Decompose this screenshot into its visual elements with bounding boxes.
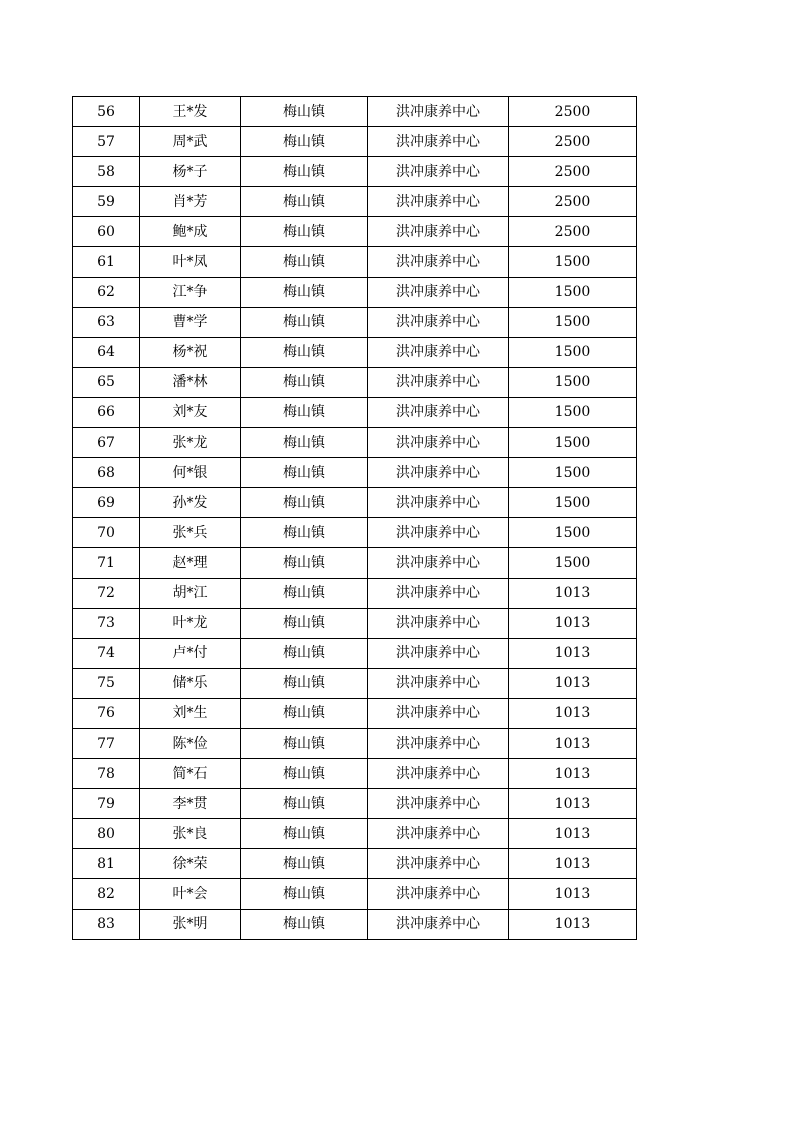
town-cell: 梅山镇 bbox=[241, 578, 368, 608]
row-number-cell: 78 bbox=[73, 759, 140, 789]
name-cell: 李*贯 bbox=[140, 789, 241, 819]
row-number-cell: 70 bbox=[73, 518, 140, 548]
town-cell: 梅山镇 bbox=[241, 397, 368, 427]
row-number-cell: 65 bbox=[73, 367, 140, 397]
amount-cell: 1500 bbox=[509, 277, 637, 307]
institution-cell: 洪冲康养中心 bbox=[368, 548, 509, 578]
amount-cell: 2500 bbox=[509, 157, 637, 187]
town-cell: 梅山镇 bbox=[241, 277, 368, 307]
town-cell: 梅山镇 bbox=[241, 759, 368, 789]
institution-cell: 洪冲康养中心 bbox=[368, 728, 509, 758]
row-number-cell: 60 bbox=[73, 217, 140, 247]
name-cell: 叶*凤 bbox=[140, 247, 241, 277]
institution-cell: 洪冲康养中心 bbox=[368, 578, 509, 608]
row-number-cell: 73 bbox=[73, 608, 140, 638]
row-number-cell: 59 bbox=[73, 187, 140, 217]
institution-cell: 洪冲康养中心 bbox=[368, 518, 509, 548]
row-number-cell: 83 bbox=[73, 909, 140, 939]
table-row bbox=[73, 548, 637, 578]
table-row bbox=[73, 488, 637, 518]
town-cell: 梅山镇 bbox=[241, 728, 368, 758]
institution-cell: 洪冲康养中心 bbox=[368, 157, 509, 187]
town-cell: 梅山镇 bbox=[241, 608, 368, 638]
row-number-cell: 82 bbox=[73, 879, 140, 909]
name-cell: 张*明 bbox=[140, 909, 241, 939]
amount-cell: 1013 bbox=[509, 728, 637, 758]
town-cell: 梅山镇 bbox=[241, 698, 368, 728]
town-cell: 梅山镇 bbox=[241, 157, 368, 187]
name-cell: 杨*子 bbox=[140, 157, 241, 187]
table-row bbox=[73, 337, 637, 367]
name-cell: 卢*付 bbox=[140, 638, 241, 668]
table-row bbox=[73, 879, 637, 909]
name-cell: 杨*祝 bbox=[140, 337, 241, 367]
table-row bbox=[73, 217, 637, 247]
name-cell: 叶*龙 bbox=[140, 608, 241, 638]
institution-cell: 洪冲康养中心 bbox=[368, 187, 509, 217]
subsidy-table bbox=[72, 96, 637, 940]
table-row bbox=[73, 97, 637, 127]
institution-cell: 洪冲康养中心 bbox=[368, 759, 509, 789]
name-cell: 简*石 bbox=[140, 759, 241, 789]
institution-cell: 洪冲康养中心 bbox=[368, 488, 509, 518]
table-row bbox=[73, 277, 637, 307]
institution-cell: 洪冲康养中心 bbox=[368, 127, 509, 157]
name-cell: 刘*友 bbox=[140, 397, 241, 427]
table-row bbox=[73, 819, 637, 849]
name-cell: 肖*芳 bbox=[140, 187, 241, 217]
name-cell: 刘*生 bbox=[140, 698, 241, 728]
amount-cell: 1500 bbox=[509, 488, 637, 518]
amount-cell: 1013 bbox=[509, 879, 637, 909]
amount-cell: 1500 bbox=[509, 337, 637, 367]
table-row bbox=[73, 397, 637, 427]
amount-cell: 1013 bbox=[509, 819, 637, 849]
name-cell: 叶*会 bbox=[140, 879, 241, 909]
institution-cell: 洪冲康养中心 bbox=[368, 789, 509, 819]
amount-cell: 1500 bbox=[509, 307, 637, 337]
table-row bbox=[73, 698, 637, 728]
amount-cell: 1500 bbox=[509, 247, 637, 277]
name-cell: 徐*荣 bbox=[140, 849, 241, 879]
table-row bbox=[73, 307, 637, 337]
row-number-cell: 62 bbox=[73, 277, 140, 307]
name-cell: 江*争 bbox=[140, 277, 241, 307]
institution-cell: 洪冲康养中心 bbox=[368, 217, 509, 247]
table-row bbox=[73, 608, 637, 638]
table-row bbox=[73, 849, 637, 879]
town-cell: 梅山镇 bbox=[241, 187, 368, 217]
town-cell: 梅山镇 bbox=[241, 428, 368, 458]
name-cell: 鲍*成 bbox=[140, 217, 241, 247]
amount-cell: 1013 bbox=[509, 759, 637, 789]
town-cell: 梅山镇 bbox=[241, 668, 368, 698]
name-cell: 张*兵 bbox=[140, 518, 241, 548]
town-cell: 梅山镇 bbox=[241, 337, 368, 367]
institution-cell: 洪冲康养中心 bbox=[368, 668, 509, 698]
town-cell: 梅山镇 bbox=[241, 879, 368, 909]
table-row bbox=[73, 428, 637, 458]
row-number-cell: 61 bbox=[73, 247, 140, 277]
table-row bbox=[73, 458, 637, 488]
table-row bbox=[73, 759, 637, 789]
amount-cell: 1013 bbox=[509, 909, 637, 939]
name-cell: 曹*学 bbox=[140, 307, 241, 337]
table-row bbox=[73, 668, 637, 698]
town-cell: 梅山镇 bbox=[241, 518, 368, 548]
amount-cell: 2500 bbox=[509, 127, 637, 157]
institution-cell: 洪冲康养中心 bbox=[368, 367, 509, 397]
town-cell: 梅山镇 bbox=[241, 97, 368, 127]
name-cell: 胡*江 bbox=[140, 578, 241, 608]
row-number-cell: 80 bbox=[73, 819, 140, 849]
town-cell: 梅山镇 bbox=[241, 367, 368, 397]
row-number-cell: 64 bbox=[73, 337, 140, 367]
institution-cell: 洪冲康养中心 bbox=[368, 97, 509, 127]
row-number-cell: 71 bbox=[73, 548, 140, 578]
town-cell: 梅山镇 bbox=[241, 488, 368, 518]
amount-cell: 2500 bbox=[509, 187, 637, 217]
institution-cell: 洪冲康养中心 bbox=[368, 458, 509, 488]
institution-cell: 洪冲康养中心 bbox=[368, 909, 509, 939]
row-number-cell: 68 bbox=[73, 458, 140, 488]
table-row bbox=[73, 728, 637, 758]
row-number-cell: 67 bbox=[73, 428, 140, 458]
table-row bbox=[73, 367, 637, 397]
table-row bbox=[73, 247, 637, 277]
amount-cell: 1013 bbox=[509, 638, 637, 668]
table-row bbox=[73, 127, 637, 157]
name-cell: 孙*发 bbox=[140, 488, 241, 518]
amount-cell: 1500 bbox=[509, 428, 637, 458]
row-number-cell: 79 bbox=[73, 789, 140, 819]
name-cell: 张*良 bbox=[140, 819, 241, 849]
amount-cell: 1013 bbox=[509, 789, 637, 819]
name-cell: 潘*林 bbox=[140, 367, 241, 397]
amount-cell: 1500 bbox=[509, 367, 637, 397]
row-number-cell: 72 bbox=[73, 578, 140, 608]
town-cell: 梅山镇 bbox=[241, 548, 368, 578]
table-row bbox=[73, 789, 637, 819]
name-cell: 何*银 bbox=[140, 458, 241, 488]
institution-cell: 洪冲康养中心 bbox=[368, 608, 509, 638]
row-number-cell: 74 bbox=[73, 638, 140, 668]
table-row bbox=[73, 187, 637, 217]
amount-cell: 2500 bbox=[509, 217, 637, 247]
town-cell: 梅山镇 bbox=[241, 789, 368, 819]
name-cell: 赵*理 bbox=[140, 548, 241, 578]
institution-cell: 洪冲康养中心 bbox=[368, 849, 509, 879]
subsidy-table-container bbox=[72, 96, 637, 940]
institution-cell: 洪冲康养中心 bbox=[368, 247, 509, 277]
town-cell: 梅山镇 bbox=[241, 819, 368, 849]
amount-cell: 1013 bbox=[509, 608, 637, 638]
amount-cell: 1013 bbox=[509, 668, 637, 698]
amount-cell: 1500 bbox=[509, 458, 637, 488]
table-row bbox=[73, 157, 637, 187]
amount-cell: 2500 bbox=[509, 97, 637, 127]
row-number-cell: 58 bbox=[73, 157, 140, 187]
amount-cell: 1013 bbox=[509, 578, 637, 608]
institution-cell: 洪冲康养中心 bbox=[368, 397, 509, 427]
institution-cell: 洪冲康养中心 bbox=[368, 698, 509, 728]
name-cell: 周*武 bbox=[140, 127, 241, 157]
institution-cell: 洪冲康养中心 bbox=[368, 277, 509, 307]
table-body bbox=[73, 97, 637, 940]
town-cell: 梅山镇 bbox=[241, 458, 368, 488]
name-cell: 陈*俭 bbox=[140, 728, 241, 758]
table-row bbox=[73, 909, 637, 939]
town-cell: 梅山镇 bbox=[241, 307, 368, 337]
table-row bbox=[73, 638, 637, 668]
town-cell: 梅山镇 bbox=[241, 247, 368, 277]
row-number-cell: 56 bbox=[73, 97, 140, 127]
amount-cell: 1500 bbox=[509, 548, 637, 578]
town-cell: 梅山镇 bbox=[241, 217, 368, 247]
table-row bbox=[73, 578, 637, 608]
institution-cell: 洪冲康养中心 bbox=[368, 337, 509, 367]
row-number-cell: 76 bbox=[73, 698, 140, 728]
town-cell: 梅山镇 bbox=[241, 849, 368, 879]
amount-cell: 1013 bbox=[509, 849, 637, 879]
institution-cell: 洪冲康养中心 bbox=[368, 307, 509, 337]
institution-cell: 洪冲康养中心 bbox=[368, 638, 509, 668]
row-number-cell: 75 bbox=[73, 668, 140, 698]
table-row bbox=[73, 518, 637, 548]
row-number-cell: 66 bbox=[73, 397, 140, 427]
row-number-cell: 69 bbox=[73, 488, 140, 518]
name-cell: 王*发 bbox=[140, 97, 241, 127]
name-cell: 储*乐 bbox=[140, 668, 241, 698]
amount-cell: 1500 bbox=[509, 518, 637, 548]
name-cell: 张*龙 bbox=[140, 428, 241, 458]
town-cell: 梅山镇 bbox=[241, 127, 368, 157]
row-number-cell: 57 bbox=[73, 127, 140, 157]
row-number-cell: 63 bbox=[73, 307, 140, 337]
institution-cell: 洪冲康养中心 bbox=[368, 879, 509, 909]
town-cell: 梅山镇 bbox=[241, 638, 368, 668]
amount-cell: 1500 bbox=[509, 397, 637, 427]
institution-cell: 洪冲康养中心 bbox=[368, 819, 509, 849]
institution-cell: 洪冲康养中心 bbox=[368, 428, 509, 458]
amount-cell: 1013 bbox=[509, 698, 637, 728]
town-cell: 梅山镇 bbox=[241, 909, 368, 939]
row-number-cell: 77 bbox=[73, 728, 140, 758]
row-number-cell: 81 bbox=[73, 849, 140, 879]
